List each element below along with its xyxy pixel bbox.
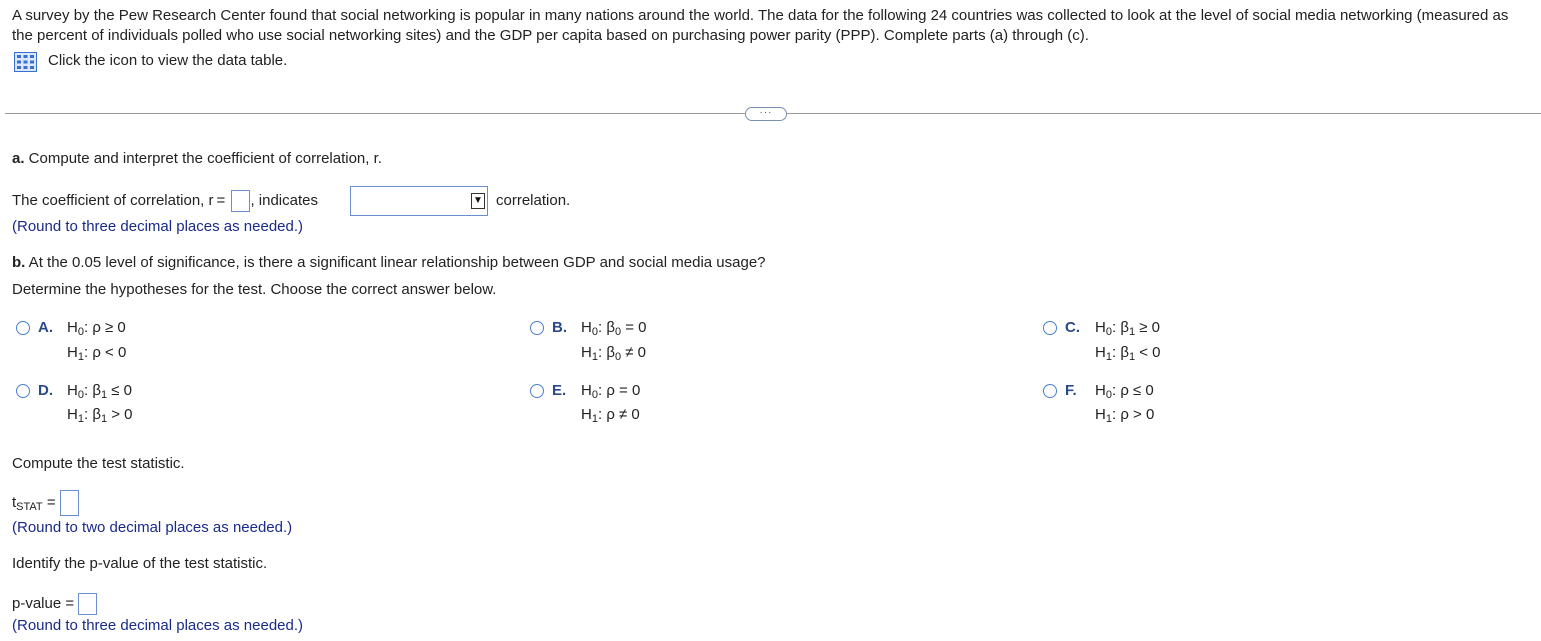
dropdown-arrow-icon[interactable]: ▼ bbox=[471, 193, 485, 209]
option-f-radio[interactable] bbox=[1043, 384, 1057, 398]
option-b-radio[interactable] bbox=[530, 321, 544, 335]
option-d-h1: $H_1$: $\beta_1 > 0$ bbox=[67, 406, 133, 425]
round-note-a: (Round to three decimal places as needed.) bbox=[12, 218, 304, 235]
option-d-radio[interactable] bbox=[16, 384, 30, 398]
option-e-letter[interactable]: E. bbox=[552, 382, 567, 399]
option-b-h0: $H_0$: $\beta_0 = 0$ bbox=[581, 319, 647, 338]
option-c-h1: $H_1$: $\beta_1 < 0$ bbox=[1095, 344, 1161, 363]
option-e-h1: $H_1$: ρ ≠ 0 bbox=[581, 406, 640, 425]
option-b-letter[interactable]: B. bbox=[552, 319, 567, 336]
pvalue-line bbox=[12, 592, 97, 616]
round-note-tstat: (Round to two decimal places as needed.) bbox=[12, 519, 293, 536]
data-table-link[interactable]: Click the icon to view the data table. bbox=[48, 52, 288, 69]
pvalue-prompt: Identify the p-value of the test statistic. bbox=[12, 555, 268, 572]
option-e-radio[interactable] bbox=[530, 384, 544, 398]
tstat-label: $t_{STAT}$ = bbox=[12, 494, 56, 513]
tstat-line bbox=[12, 490, 79, 516]
option-c-radio[interactable] bbox=[1043, 321, 1057, 335]
part-a-label: a. bbox=[12, 150, 25, 167]
test-stat-prompt: Compute the test statistic. bbox=[12, 455, 185, 472]
option-f-h0: $H_0$: ρ ≤ 0 bbox=[1095, 382, 1154, 401]
option-c-letter[interactable]: C. bbox=[1065, 319, 1080, 336]
option-e-h0: $H_0$: ρ = 0 bbox=[581, 382, 641, 401]
part-b-label: b. bbox=[12, 254, 26, 271]
option-f-h1: $H_1$: ρ > 0 bbox=[1095, 406, 1155, 425]
option-a-h1: $H_1$: ρ < 0 bbox=[67, 344, 127, 363]
round-note-pvalue: (Round to three decimal places as needed.) bbox=[12, 617, 304, 634]
option-a-radio[interactable] bbox=[16, 321, 30, 335]
tstat-input[interactable] bbox=[60, 490, 79, 516]
expand-more-button[interactable]: ··· bbox=[745, 107, 787, 121]
option-d-h0: $H_0$: $\beta_1 \le 0$ bbox=[67, 382, 132, 401]
option-d-letter[interactable]: D. bbox=[38, 382, 53, 399]
pvalue-input[interactable] bbox=[78, 593, 97, 615]
correlation-suffix: correlation. bbox=[496, 192, 571, 209]
correlation-line bbox=[12, 190, 318, 216]
part-a-text: Compute and interpret the coefficient of correlation, r. bbox=[24, 150, 382, 167]
option-c-h0: $H_0$: $\beta_1 \ge 0$ bbox=[1095, 319, 1160, 338]
part-b-question bbox=[12, 254, 766, 271]
option-a-letter[interactable]: A. bbox=[38, 319, 53, 336]
part-a-question bbox=[12, 150, 382, 167]
option-f-letter[interactable]: F. bbox=[1065, 382, 1077, 399]
pvalue-label: p-value = bbox=[12, 595, 75, 612]
option-b-h1: $H_1$: $\beta_0 \ne 0$ bbox=[581, 344, 646, 363]
correlation-strength-dropdown[interactable] bbox=[350, 186, 488, 216]
problem-statement: A survey by the Pew Research Center found that social networking is popular in many nations around the world. The data for the following 24 countries was collected to look at the level of social media networking (measured as the percent of individuals polled who use social networking sites) and the GDP per capita based on purchasing power parity (PPP). Complete parts (a) through (c). bbox=[12, 7, 1509, 44]
hypotheses-instruction: Determine the hypotheses for the test. Choose the correct answer below. bbox=[12, 281, 497, 298]
correlation-prefix: The coefficient of correlation, r = bbox=[12, 192, 226, 209]
part-b-text: At the 0.05 level of significance, is there a significant linear relationship between GDP and social media usage? bbox=[25, 254, 766, 271]
data-table-icon[interactable] bbox=[14, 52, 37, 72]
option-a-h0: $H_0$: ρ ≥ 0 bbox=[67, 319, 126, 338]
correlation-r-input[interactable] bbox=[231, 190, 250, 212]
indicates-text: , indicates bbox=[250, 192, 318, 209]
